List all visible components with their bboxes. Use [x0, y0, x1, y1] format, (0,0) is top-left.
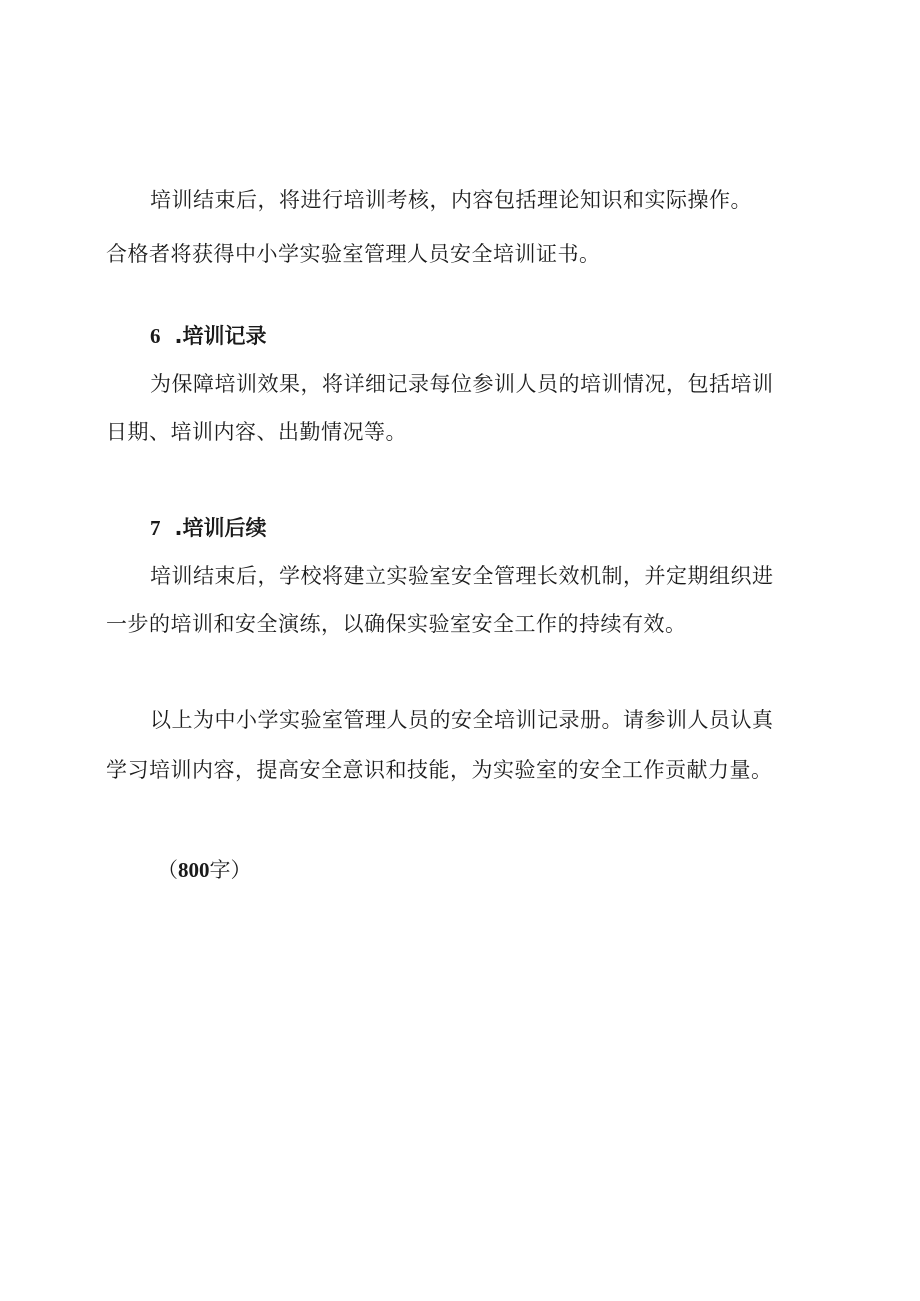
section-heading-followup — [150, 514, 266, 542]
section-number: 6 — [150, 324, 161, 348]
section-title: .培训记录 — [174, 324, 267, 348]
word-count-open-paren: （ — [157, 858, 178, 882]
word-count — [157, 856, 252, 884]
intro-paragraph-line-1: 培训结束后，将进行培训考核，内容包括理论知识和实际操作。 — [150, 188, 752, 212]
section-title: .培训后续 — [174, 516, 267, 540]
intro-paragraph-line-2: 合格者将获得中小学实验室管理人员安全培训证书。 — [106, 242, 601, 266]
section-number: 7 — [150, 516, 161, 540]
section-heading-record — [150, 322, 266, 350]
word-count-number: 800 — [178, 858, 210, 882]
record-paragraph-line-1: 为保障培训效果，将详细记录每位参训人员的培训情况，包括培训 — [150, 372, 774, 396]
conclusion-paragraph-line-2: 学习培训内容，提高安全意识和技能，为实验室的安全工作贡献力量。 — [106, 758, 773, 782]
record-paragraph-line-2: 日期、培训内容、出勤情况等。 — [106, 420, 407, 444]
conclusion-paragraph-line-1: 以上为中小学实验室管理人员的安全培训记录册。请参训人员认真 — [150, 708, 774, 732]
followup-paragraph-line-1: 培训结束后，学校将建立实验室安全管理长效机制，并定期组织进 — [150, 564, 774, 588]
followup-paragraph-line-2: 一步的培训和安全演练，以确保实验室安全工作的持续有效。 — [106, 612, 687, 636]
word-count-unit: 字） — [209, 858, 252, 882]
